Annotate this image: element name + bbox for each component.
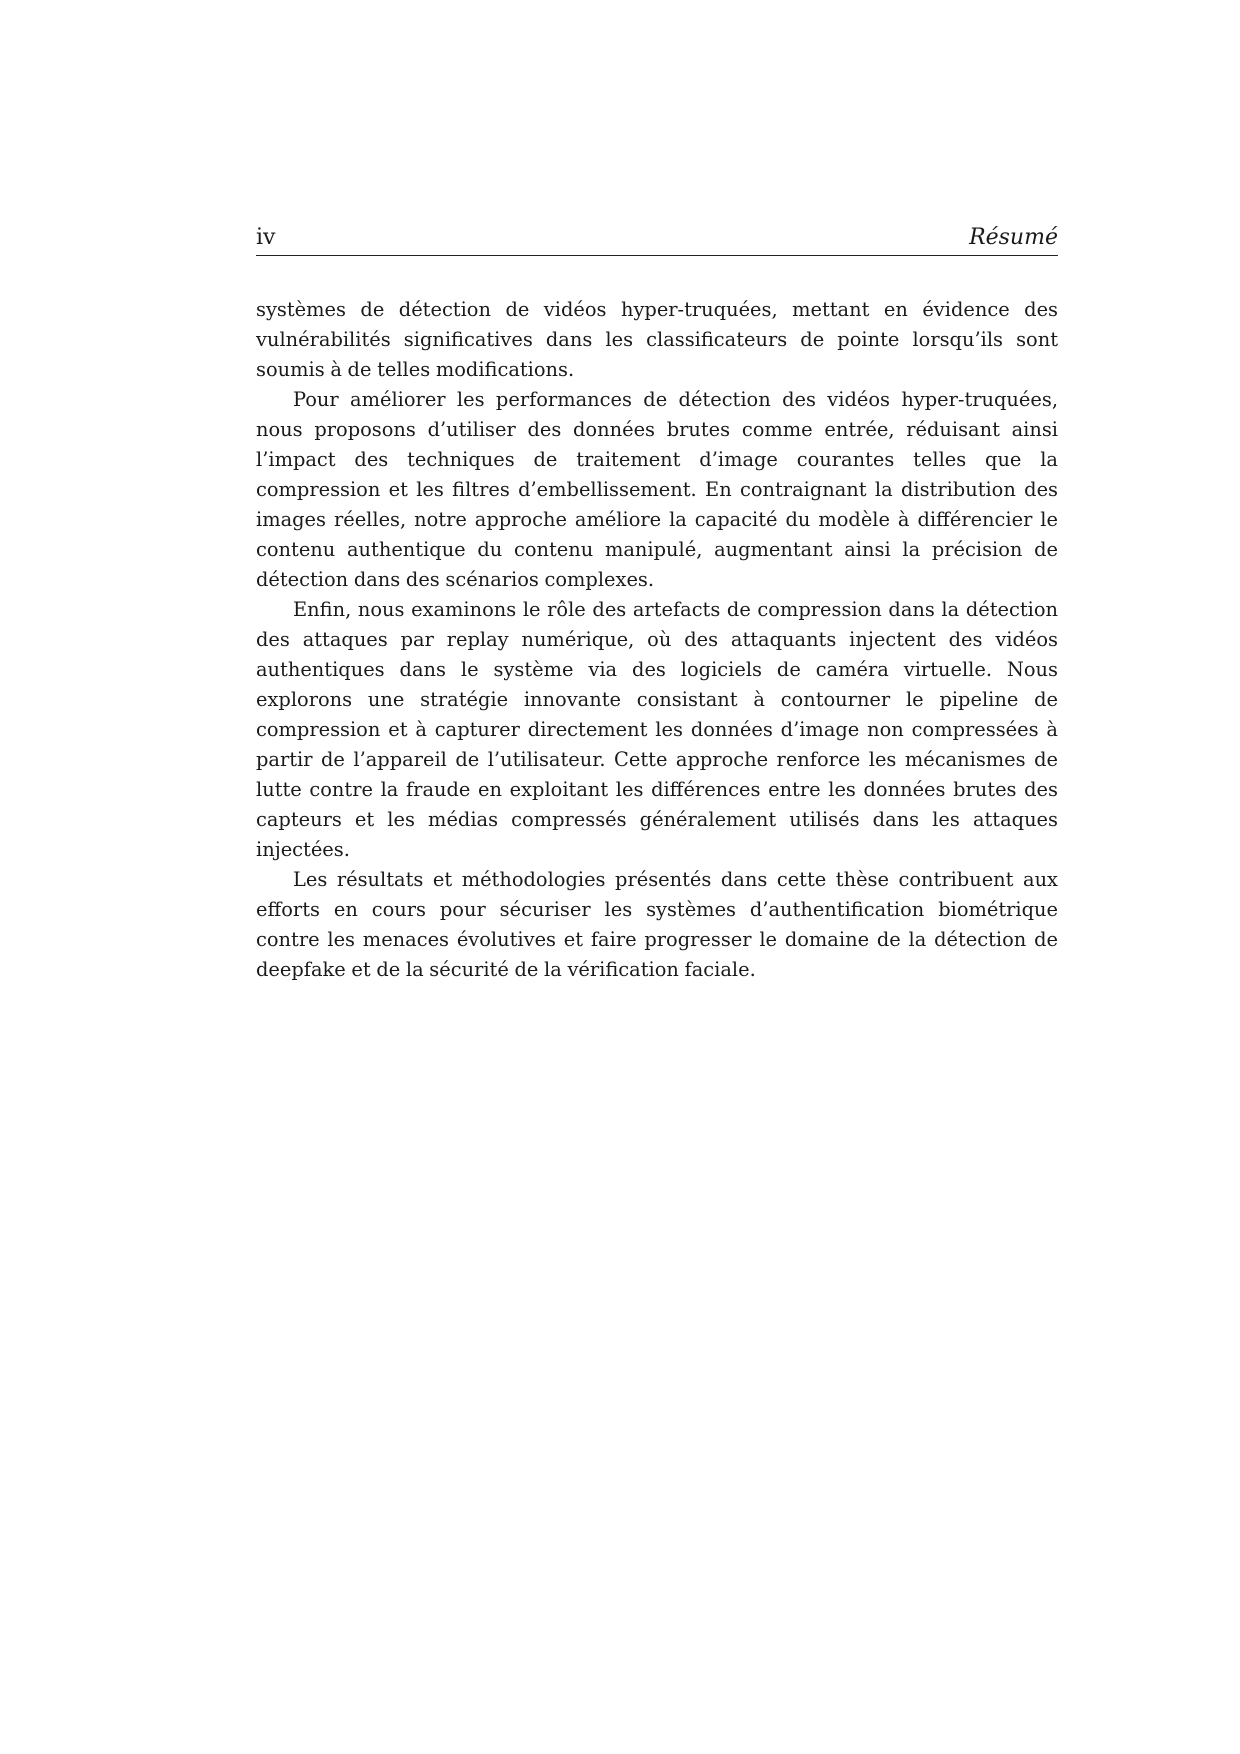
page-number: iv bbox=[256, 225, 276, 250]
paragraph-conclusion: Les résultats et méthodologies présentés dans cette thèse contribuent aux efforts en cours pour sécuriser les systèmes d’authentification biométrique contre les menaces évolutives et faire progresser le domaine de la détection de deepfake et de la sécurité de la vérification faciale. bbox=[256, 868, 1058, 981]
paragraph-raw-data-approach: Pour améliorer les performances de détection des vidéos hyper-truquées, nous proposons d’utiliser des données brutes comme entrée, réduisant ainsi l’impact des techniques de traitement d’image courantes telles que la compression et les filtres d’embellissement. En contraignant la distribution des images réelles, notre approche améliore la capacité du modèle à différencier le contenu authentique du contenu manipulé, augmentant ainsi la précision de détection dans des scénarios complexes. bbox=[256, 388, 1058, 591]
running-header bbox=[256, 225, 1058, 256]
abstract-body bbox=[256, 295, 1058, 985]
running-title: Résumé bbox=[969, 225, 1058, 250]
paragraph-continuation: systèmes de détection de vidéos hyper-truquées, mettant en évidence des vulnérabilités significatives dans les classificateurs de pointe lorsqu’ils sont soumis à de telles modifications. bbox=[256, 298, 1058, 381]
paragraph-replay-attacks: Enfin, nous examinons le rôle des artefacts de compression dans la détection des attaques par replay numérique, où des attaquants injectent des vidéos authentiques dans le système via des logiciels de caméra virtuelle. Nous explorons une stratégie innovante consistant à contourner le pipeline de compression et à capturer directement les données d’image non compressées à partir de l’appareil de l’utilisateur. Cette approche renforce les mécanismes de lutte contre la fraude en exploitant les différences entre les données brutes des capteurs et les médias compressés généralement utilisés dans les attaques injectées. bbox=[256, 598, 1058, 861]
